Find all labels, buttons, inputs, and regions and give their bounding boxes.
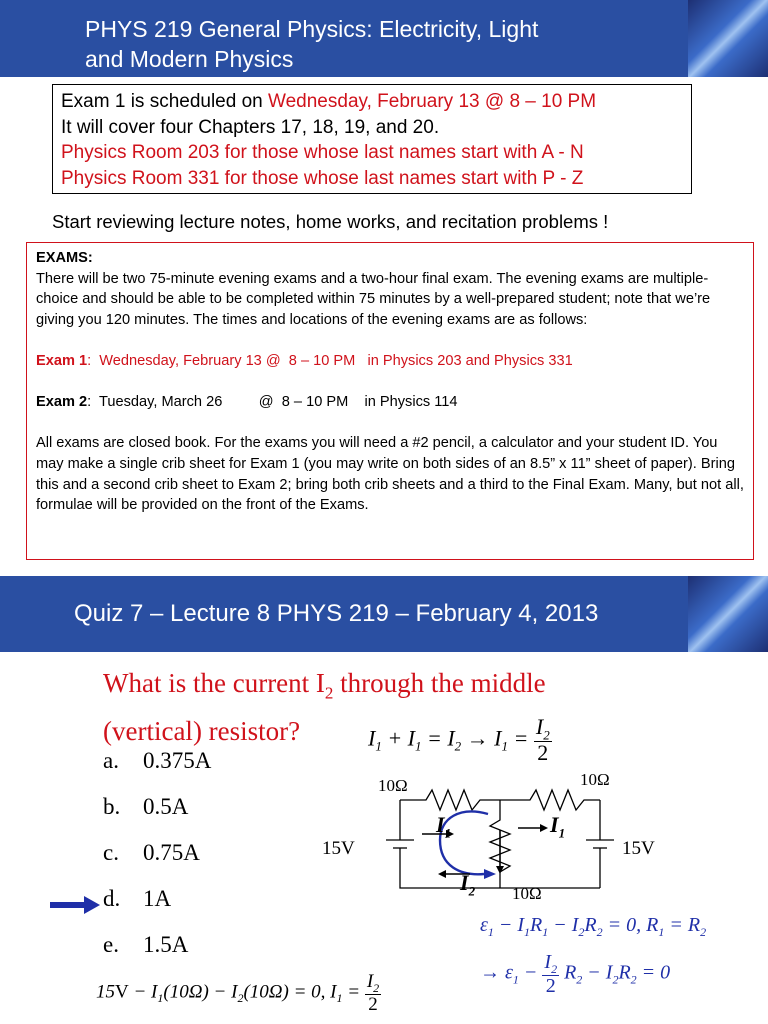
banner-graphic	[688, 576, 768, 652]
label-v-right: 15V	[622, 838, 655, 859]
formula-kvl-substituted: → $\varepsilon_1$ − $\frac{I_2}{2}$ $R_2 - I_2R_2 = 0$	[480, 951, 671, 997]
banner-graphic	[688, 0, 768, 77]
slide1-banner	[0, 0, 768, 77]
option-a[interactable]: a. 0.375A	[103, 748, 212, 773]
review-reminder: Start reviewing lecture notes, home works, and recitation problems !	[52, 211, 609, 232]
label-i2: $I_2$	[460, 870, 476, 899]
option-d[interactable]: d. 1A	[103, 886, 172, 911]
quiz-question: What is the current $I_2$ through the middle (vertical) resistor?	[103, 668, 546, 747]
slide2-title: Quiz 7 – Lecture 8 PHYS 219 – February 4, 2013	[74, 600, 599, 627]
formula-kcl: $I_1 + I_1 = I_2 \to I_1$ = $\frac{I_2}{2}$	[368, 714, 550, 766]
label-r-left: 10Ω	[378, 776, 408, 795]
notice-line3: Physics Room 203 for those whose last names start with A - N	[61, 142, 584, 163]
exam-notice-box	[52, 84, 692, 194]
option-b[interactable]: b. 0.5A	[103, 794, 189, 819]
option-c[interactable]: c. 0.75A	[103, 840, 200, 865]
label-r-right: 10Ω	[580, 770, 610, 789]
slide2-banner	[0, 576, 768, 652]
notice-line4: Physics Room 331 for those whose last names start with P - Z	[61, 167, 584, 189]
label-r-middle: 10Ω	[512, 884, 542, 903]
label-v-left: 15V	[322, 838, 355, 859]
notice-line1: Exam 1 is scheduled on Wednesday, February 13 @ 8 – 10 PM	[61, 91, 597, 112]
formula-loop: $15V - I_1(10\Omega) - I_2(10\Omega) = 0$, $I_1$ = $\frac{I_2}{2}$	[96, 971, 380, 1015]
formula-kvl: $\varepsilon_1 - I_1R_1 - I_2R_2 = 0$, $R_1 = R_2$	[480, 914, 707, 939]
notice-line2: It will cover four Chapters 17, 18, 19, and 20.	[61, 116, 440, 138]
label-i1-right: $I_1$	[550, 812, 566, 841]
exam1-line: Exam 1: Wednesday, February 13 @ 8 – 10 PM in Physics 203 and Physics 331	[36, 352, 573, 369]
option-e[interactable]: e. 1.5A	[103, 932, 189, 957]
exam2-line: Exam 2: Tuesday, March 26 @ 8 – 10 PM in Physics 114	[36, 394, 458, 411]
slide1-title: PHYS 219 General Physics: Electricity, Light and Modern Physics	[85, 16, 539, 72]
correct-answer-arrow-icon	[50, 896, 100, 914]
exams-para2: All exams are closed book. For the exams you will need a #2 pencil, a calculator and your student ID. You may make a single crib sheet for Exam 1 (you may write on both sides of an 8.5” x 11” sheet of paper). Bring this and a second crib sheet to Exam 2; bring both crib sheets and a third to the Final Exam. Many, but not all, formulae will be provided on the front of the Exams.	[36, 435, 744, 514]
exams-para1: There will be two 75-minute evening exams and a two-hour final exam. The evening exams are multiple-choice and should be able to be completed within 75 minutes by a well-prepared student; note that we’re giving you 120 minutes. The times and locations of the evening exams are as follows:	[36, 270, 711, 328]
exams-heading: EXAMS:	[36, 250, 93, 266]
label-i1-left: $I_1$	[436, 812, 452, 841]
exams-info-box	[26, 242, 754, 560]
